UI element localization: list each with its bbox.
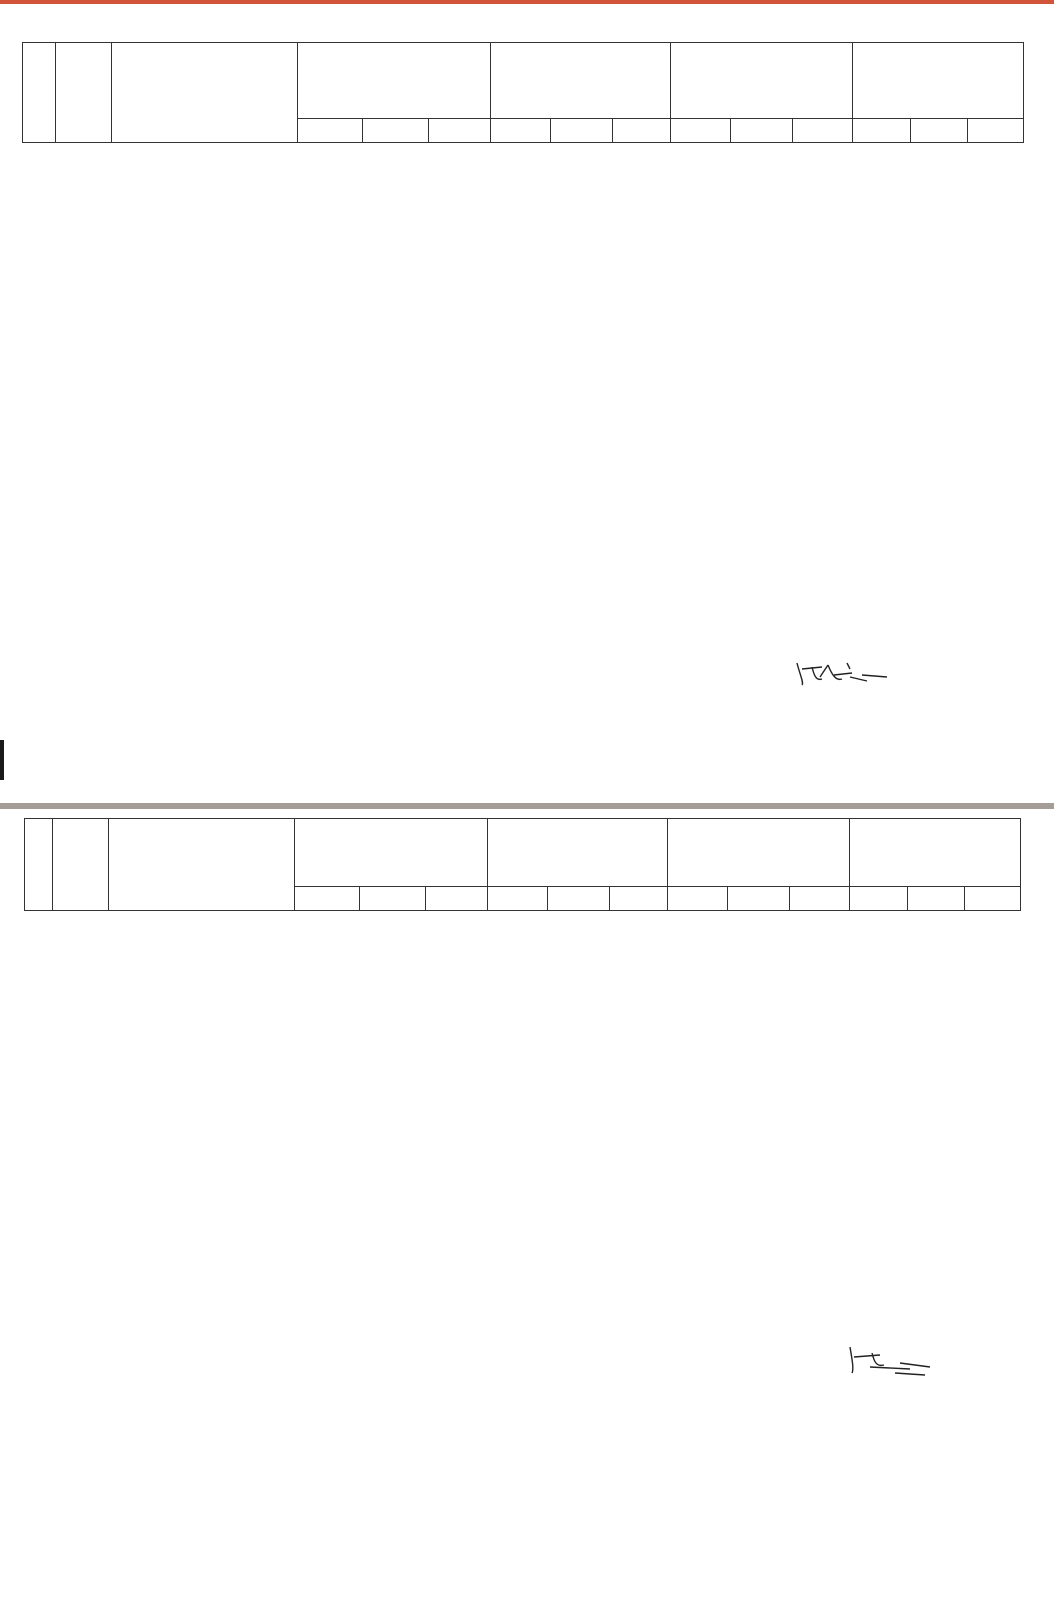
- sub-col-header: [853, 119, 911, 143]
- top-edge: [0, 0, 1054, 4]
- signature-2: [840, 1343, 940, 1381]
- sub-col-header: [908, 887, 965, 911]
- total-header: [853, 43, 1024, 119]
- sub-col-header: [426, 887, 488, 911]
- sub-col-header: [850, 887, 908, 911]
- sub-col-header: [548, 887, 610, 911]
- sub-col-header: [363, 119, 429, 143]
- sub-col-header: [610, 887, 668, 911]
- sub-col-header: [491, 119, 551, 143]
- sub-col-header: [911, 119, 968, 143]
- sub-col-header: [968, 119, 1024, 143]
- page-divider: [0, 803, 1054, 809]
- sub-col-header: [613, 119, 671, 143]
- district-header: [109, 819, 295, 911]
- summary-table-1: [22, 42, 1024, 143]
- signature-1: [792, 655, 892, 690]
- division-header: [56, 43, 112, 143]
- sno-header: [23, 43, 56, 143]
- sub-col-header: [298, 119, 363, 143]
- sub-col-header: [551, 119, 613, 143]
- page-edge: [0, 740, 4, 780]
- urban-header: [671, 43, 853, 119]
- summary-table-2: [24, 818, 1021, 911]
- sub-col-header: [790, 887, 850, 911]
- sub-col-header: [295, 887, 360, 911]
- sub-col-header: [668, 887, 728, 911]
- sno-header: [25, 819, 53, 911]
- same-campus-header: [295, 819, 488, 887]
- sub-col-header: [360, 887, 426, 911]
- sub-col-header: [429, 119, 491, 143]
- sub-col-header: [671, 119, 731, 143]
- sub-col-header: [728, 887, 790, 911]
- sub-col-header: [488, 887, 548, 911]
- rural-header: [491, 43, 671, 119]
- total-header: [850, 819, 1021, 887]
- urban-header: [668, 819, 850, 887]
- rural-header: [488, 819, 668, 887]
- same-campus-header: [298, 43, 491, 119]
- division-header: [53, 819, 109, 911]
- district-header: [112, 43, 298, 143]
- sub-col-header: [965, 887, 1021, 911]
- sub-col-header: [731, 119, 793, 143]
- sub-col-header: [793, 119, 853, 143]
